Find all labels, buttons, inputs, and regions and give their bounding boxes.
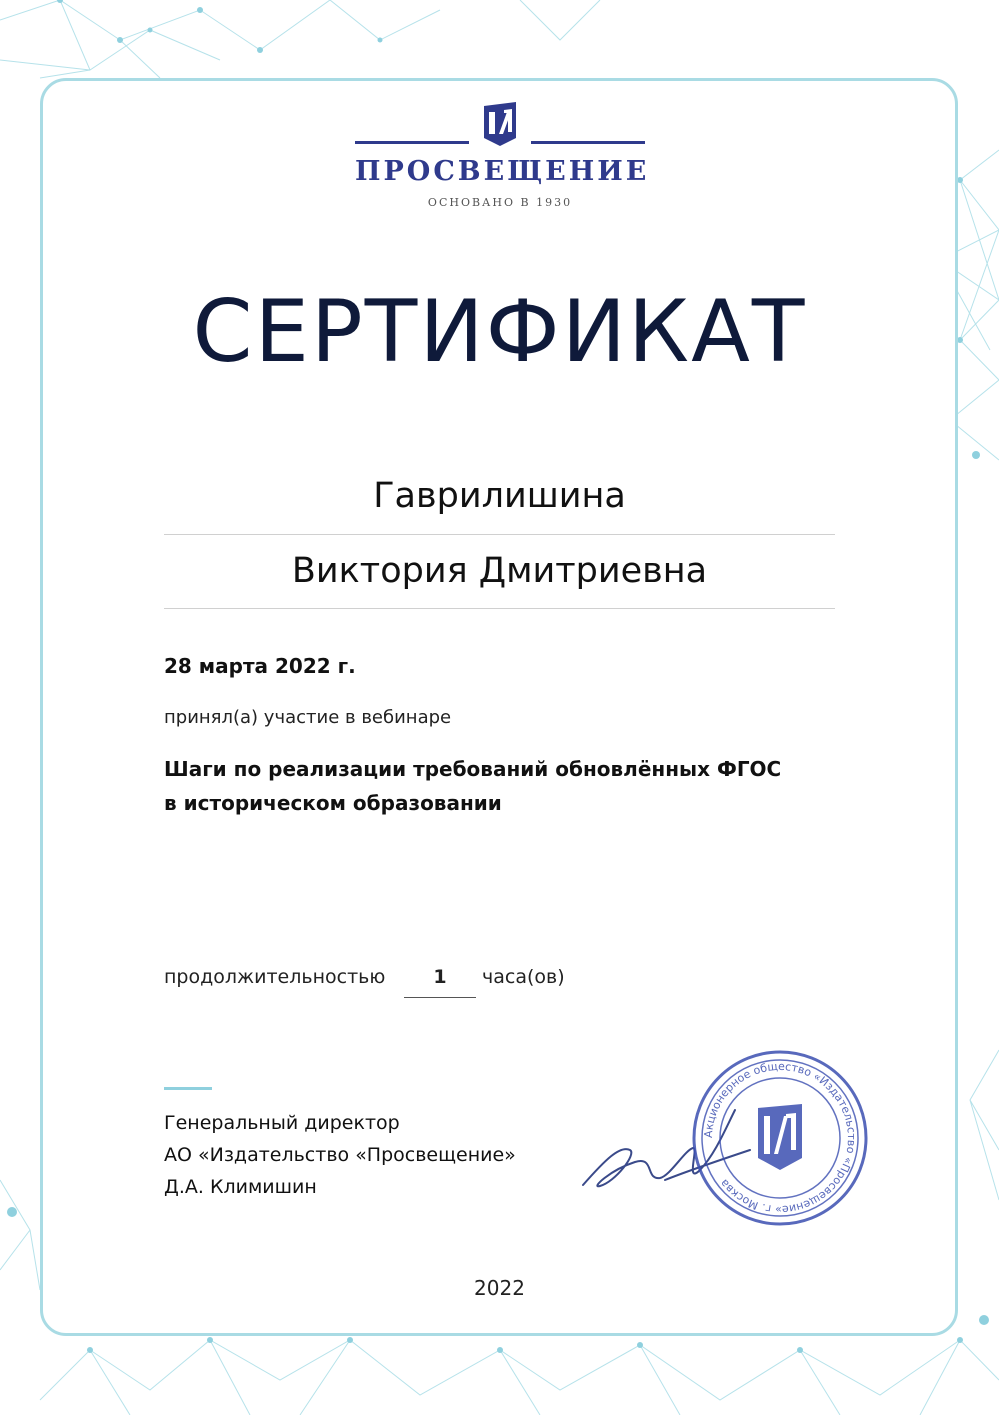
logo-rule-left <box>355 141 469 144</box>
signer-name: Д.А. Климишин <box>164 1176 317 1198</box>
signer-position: Генеральный директор <box>164 1112 400 1134</box>
signer-block <box>164 1107 516 1203</box>
duration-label: продолжительностью <box>164 966 386 988</box>
duration-unit: часа(ов) <box>482 966 565 988</box>
certificate-title: СЕРТИФИКАТ <box>192 282 807 382</box>
webinar-title-line-2: в историческом образовании <box>164 791 502 815</box>
webinar-title-line-1: Шаги по реализации требований обновлённых ФГОС <box>164 757 782 781</box>
logo-rule-right <box>531 141 645 144</box>
accent-divider <box>164 1087 212 1090</box>
signer-company: АО «Издательство «Просвещение» <box>164 1144 516 1166</box>
recipient-surname: Гаврилишина <box>164 476 835 535</box>
recipient-given-names: Виктория Дмитриевна <box>164 551 835 609</box>
event-date: 28 марта 2022 г. <box>164 654 356 678</box>
seal-ring-text: Акционерное общество «Издательство «Просвещение» г. Москва <box>701 1059 859 1217</box>
certificate-year: 2022 <box>474 1276 525 1300</box>
logo-founded-text: ОСНОВАНО В 1930 <box>427 196 573 209</box>
company-seal <box>690 1048 870 1228</box>
publisher-logo <box>355 102 650 212</box>
participation-text: принял(а) участие в вебинаре <box>164 707 452 728</box>
logo-wordmark: ПРОСВЕЩЕНИЕ <box>355 156 650 187</box>
publisher-emblem-icon <box>482 102 518 146</box>
duration-value: 1 <box>404 966 476 998</box>
webinar-title <box>164 752 854 820</box>
